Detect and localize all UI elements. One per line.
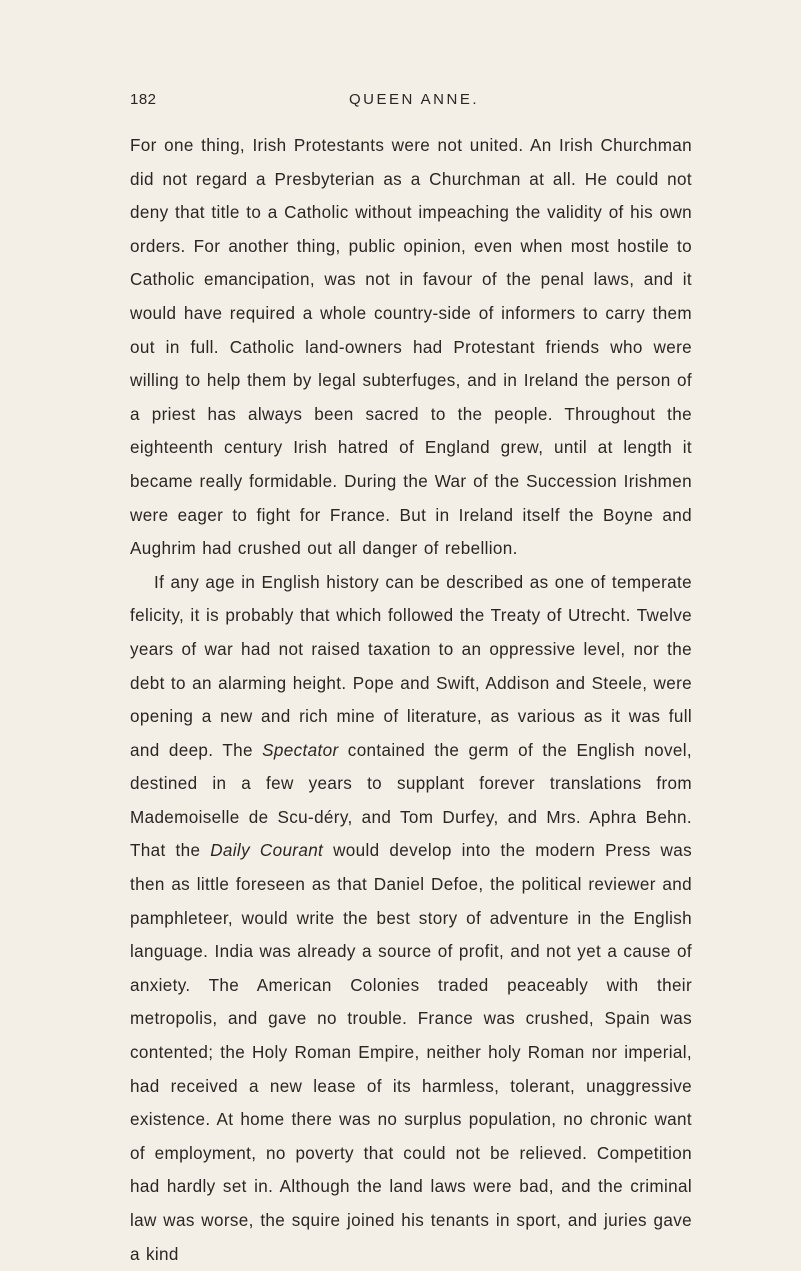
spectator-title: Spectator: [262, 740, 339, 760]
page-header: [130, 91, 690, 115]
paragraph-2: [130, 566, 692, 1271]
body-text: [130, 129, 692, 1271]
paragraph-2-part-3: would develop into the modern Press was then as little foreseen as that Daniel Defoe, the political reviewer and pamphleteer, would write the best story of adventure in the English language. India was already a source of profit, and not yet a cause of anxiety. The American Colonies traded peaceably with their metropolis, and gave no trouble. France was crushed, Spain was contented; the Holy Roman Empire, neither holy Roman nor imperial, had received a new lease of its harmless, tolerant, unaggressive existence. At home there was no surplus population, no chronic want of employment, no poverty that could not be relieved. Competition had hardly set in. Although the land laws were bad, and the criminal law was worse, the squire joined his tenants in sport, and juries gave a kind: [130, 841, 692, 1264]
running-head: QUEEN ANNE.: [348, 91, 480, 108]
paragraph-1: For one thing, Irish Protestants were not united. An Irish Churchman did not regard a Presbyterian as a Churchman at all. He could not deny that title to a Catholic without impeaching the validity of his own orders. For another thing, public opinion, even when most hostile to Catholic emancipation, was not in favour of the penal laws, and it would have required a whole country-side of informers to carry them out in full. Catholic land-owners had Protestant friends who were willing to help them by legal subterfuges, and in Ireland the person of a priest has always been sacred to the people. Throughout the eighteenth century Irish hatred of England grew, until at length it became really formidable. During the War of the Succession Irishmen were eager to fight for France. But in Ireland itself the Boyne and Aughrim had crushed out all danger of rebellion.: [130, 136, 692, 559]
daily-courant-title: Daily Courant: [210, 841, 324, 861]
page-number: 182: [130, 91, 157, 108]
paragraph-2-part-2: contained the germ of the English novel, destined in a few years to supplant forever translations from Mademoiselle de Scu-déry, and Tom Durfey, and Mrs. Aphra Behn. That the: [130, 740, 692, 861]
paragraph-2-part-1: If any age in English history can be described as one of temperate felicity, it is probably that which followed the Treaty of Utrecht. Twelve years of war had not raised taxation to an oppressive level, nor the debt to an alarming height. Pope and Swift, Addison and Steele, were opening a new and rich mine of literature, as various as it was full and deep. The: [130, 572, 692, 760]
